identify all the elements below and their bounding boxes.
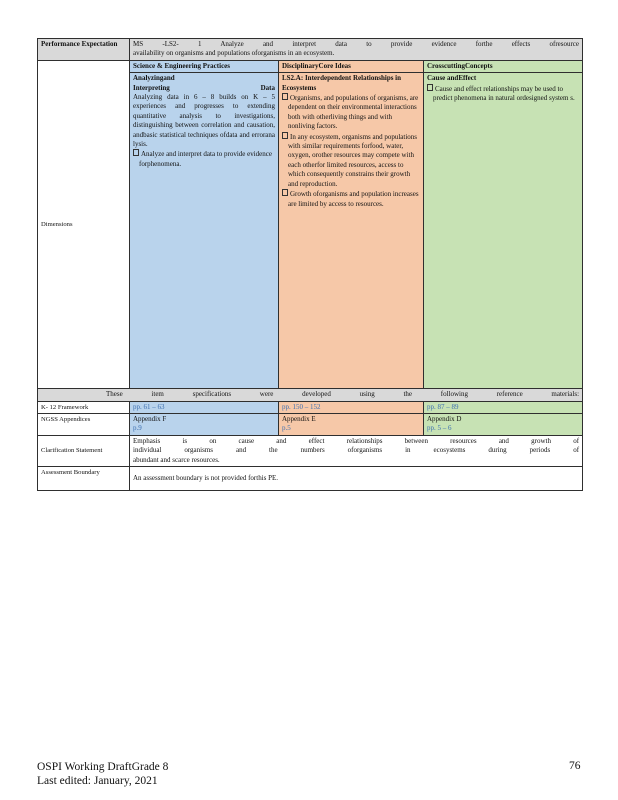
page-number: 76 (569, 760, 581, 772)
performance-expectation-label: Performance Expectation (38, 39, 130, 61)
bullet-box-icon (282, 189, 288, 196)
ngss-sep-cell (130, 414, 279, 436)
sep-subheading-2: Interpreting Data (133, 83, 275, 92)
assessment-text: An assessment boundary is not provided forthis PE. (133, 473, 279, 482)
dci-bullet-3: Growth oforganisms and population increases are limited by access to resources. (282, 189, 420, 209)
assessment-cell (130, 467, 583, 491)
k12-ccc-pages: pp. 87 – 89 (424, 401, 583, 413)
dci-cell (279, 73, 424, 389)
ngss-dci-page: p.5 (282, 424, 291, 433)
dci-subheading: LS2.A: Interdependent Relationships in Ecosystems (282, 74, 402, 92)
bullet-box-icon (282, 132, 288, 139)
performance-expectation-text-line1: MS -LS2- 1 Analyze and interpret data to provide evidence forthe effects ofresource (133, 40, 580, 48)
sep-subheading-1: Analyzingand (133, 74, 175, 83)
dci-bullet-1: Organisms, and populations of organisms, are dependent on their environmental interactions both with otherliving things and with nonliving factors. (282, 93, 420, 132)
k12-sep-pages: pp. 61 – 63 (130, 401, 279, 413)
sep-bullet-1: Analyze and interpret data to provide evidence forphenomena. (133, 149, 275, 169)
ccc-cell (424, 73, 583, 389)
assessment-row (38, 467, 583, 491)
ccc-bullet-1: Cause and effect relationships may be used to predict phenomena in natural ordesigned system s. (427, 84, 579, 104)
ngss-sep-page: p.9 (133, 424, 142, 433)
bullet-box-icon (427, 84, 433, 91)
clarification-cell (130, 435, 583, 466)
dimensions-label: Dimensions (38, 60, 130, 388)
clarification-line-1: Emphasis is on cause and effect relationships between resources and growth of (133, 436, 580, 445)
sep-body: Analyzing data in 6 – 8 builds on K – 5 experiences and progresses to extending quantitative analysis to investigations, distinguishing between correlation and causation, andbasic statistical techniques ofdata and errorana lysis. (133, 93, 275, 149)
ngss-dci-appendix: Appendix E (282, 415, 316, 424)
k12-dci-pages: pp. 150 – 152 (279, 401, 424, 413)
footer-draft-line: OSPI Working DraftGrade 8 (37, 761, 169, 773)
ccc-subheading: Cause andEffect (427, 74, 477, 83)
performance-expectation-text-line2: availability on organisms and populations oforganisms in an ecosystem. (133, 49, 335, 58)
clarification-label: Clarification Statement (38, 435, 130, 466)
item-specification-table (37, 38, 583, 491)
k12-framework-label: K- 12 Framework (38, 401, 130, 413)
sep-heading: Science & Engineering Practices (130, 60, 279, 72)
ngss-sep-appendix: Appendix F (133, 415, 167, 424)
bullet-box-icon (282, 93, 288, 100)
sep-cell (130, 73, 279, 389)
dci-bullet-2: In any ecosystem, organisms and populations with similar requirements forfood, water, oxygen, orother resources may compete with each otherfor limited resources, access to which consequently constrains their growth and reproduction. (282, 132, 420, 189)
ccc-heading: CrosscuttingConcepts (424, 60, 583, 72)
ngss-appendices-label: NGSS Appendices (38, 414, 130, 436)
ngss-ccc-appendix: Appendix D (427, 415, 462, 424)
dci-heading: DisciplinaryCore Ideas (279, 60, 424, 72)
reference-row (38, 389, 583, 401)
footer-edited-line: Last edited: January, 2021 (37, 775, 158, 787)
bullet-box-icon (133, 149, 139, 156)
k12-framework-row (38, 401, 583, 413)
assessment-label: Assessment Boundary (38, 467, 130, 491)
dimensions-header-row (38, 60, 583, 72)
performance-expectation-cell (130, 39, 583, 61)
ngss-appendices-row (38, 414, 583, 436)
clarification-row (38, 435, 583, 466)
ngss-ccc-page: pp. 5 – 6 (427, 424, 452, 433)
ngss-dci-cell (279, 414, 424, 436)
page-footer (37, 760, 168, 788)
performance-expectation-row (38, 39, 583, 61)
ngss-ccc-cell (424, 414, 583, 436)
clarification-line-3: abundant and scarce resources. (133, 455, 220, 464)
clarification-line-2: individual organisms and the numbers oforganisms in ecosystems during periods of (133, 446, 580, 455)
reference-text: These item specifications were developed using the following reference materials: (38, 389, 583, 401)
